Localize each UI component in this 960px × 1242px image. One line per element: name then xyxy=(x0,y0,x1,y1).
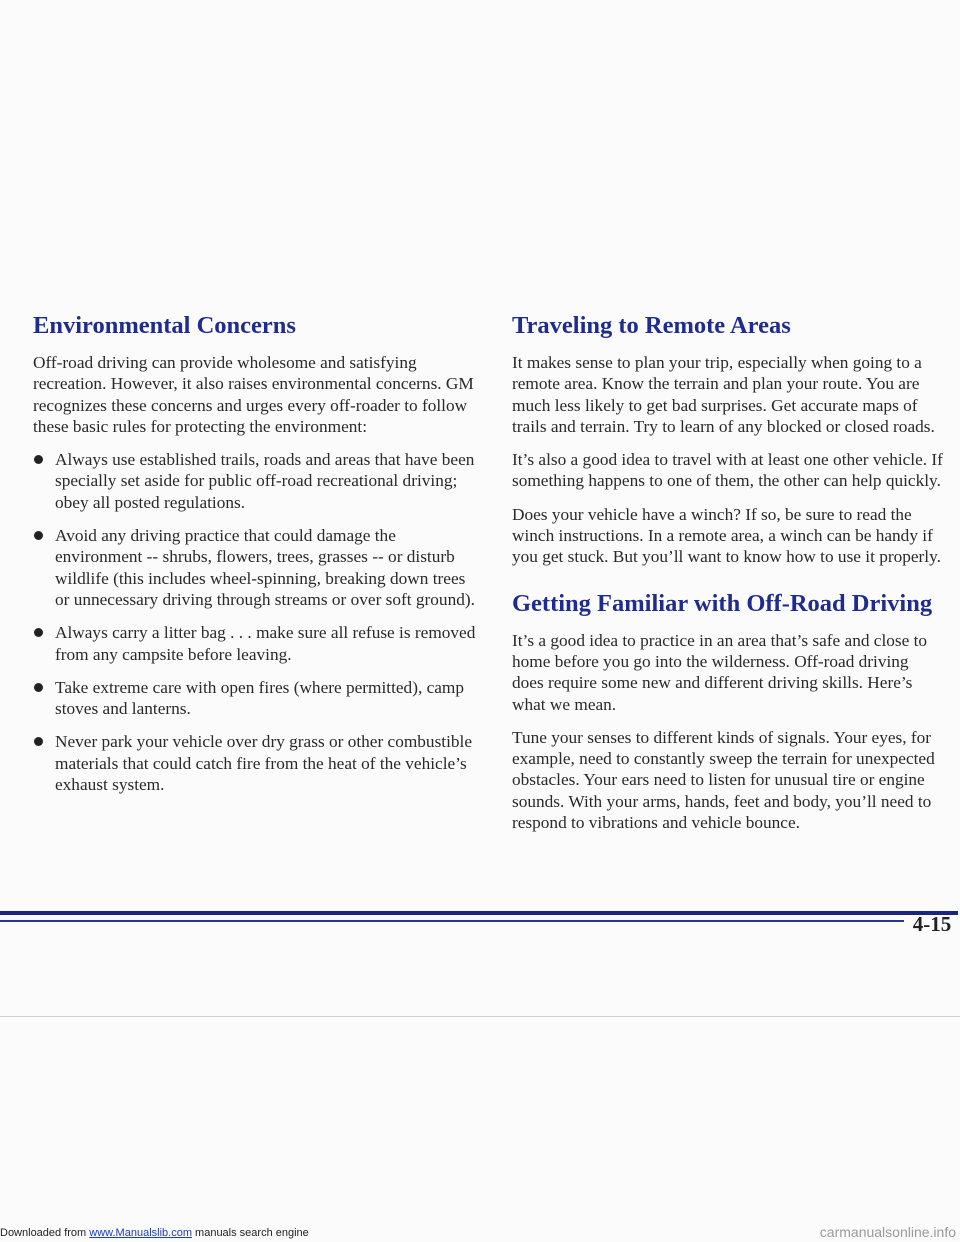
bullet-icon xyxy=(34,628,43,637)
manualslib-link[interactable]: www.Manualslib.com xyxy=(89,1227,192,1239)
right-column xyxy=(512,312,944,845)
watermark: carmanualsonline.info xyxy=(819,1224,956,1240)
off-road-paragraph-1: It’s a good idea to practice in an area that’s safe and close to home before you go into the wilderness. Off-road driving does require some new and different driving skills. Here’s what we mean. xyxy=(512,630,928,714)
list-item: Avoid any driving practice that could damage the environment -- shrubs, flowers, trees, grasses -- or disturb wildlife (this includes wheel-spinning, breaking down trees or unnecessary driving through streams or over soft ground). xyxy=(33,525,480,610)
off-road-driving-heading: Getting Familiar with Off-Road Driving xyxy=(512,589,933,617)
bullet-icon xyxy=(34,737,43,746)
bullet-icon xyxy=(34,683,43,692)
footer-prefix: Downloaded from xyxy=(0,1227,90,1239)
remote-areas-paragraph-3: Does your vehicle have a winch? If so, be sure to read the winch instructions. In a remote area, a winch can be handy if you get stuck. But you’ll want to know how to use it properly. xyxy=(512,504,941,567)
bullet-icon xyxy=(34,455,43,464)
footer-suffix: manuals search engine xyxy=(191,1227,309,1239)
environmental-intro-paragraph: Off-road driving can provide wholesome and satisfying recreation. However, it also raises environmental concerns. GM recognizes these concerns and urges every off-roader to follow these basic rules for protecting the environment: xyxy=(33,353,474,436)
list-item: Always carry a litter bag . . . make sure all refuse is removed from any campsite before leaving. xyxy=(33,622,480,665)
left-column xyxy=(33,312,480,807)
download-footer xyxy=(0,1227,309,1239)
remote-areas-paragraph-2: It’s also a good idea to travel with at least one other vehicle. If something happens to one of them, the other can help quickly. xyxy=(512,450,943,491)
off-road-paragraph-2: Tune your senses to different kinds of signals. Your eyes, for example, need to constantly sweep the terrain for unexpected obstacles. Your ears need to listen for unusual tire or engine sounds. With your arms, hands, feet and body, you’ll need to respond to vibrations and vehicle bounce. xyxy=(512,727,935,833)
list-item: Always use established trails, roads and areas that have been specially set aside for public off-road recreational driving; obey all posted regulations. xyxy=(33,449,480,513)
list-item: Never park your vehicle over dry grass or other combustible materials that could catch fire from the heat of the vehicle’s exhaust system. xyxy=(33,731,480,795)
page-number: 4-15 xyxy=(912,912,952,936)
remote-areas-paragraph-1: It makes sense to plan your trip, especially when going to a remote area. Know the terrain and plan your route. You are much less likely to get bad surprises. Get accurate maps of trails and terrain. Try to learn of any blocked or closed roads. xyxy=(512,353,935,436)
list-item: Take extreme care with open fires (where permitted), camp stoves and lanterns. xyxy=(33,677,480,720)
footer-rule-thick xyxy=(0,911,958,915)
environment-rules-list xyxy=(33,449,480,795)
page-edge-rule xyxy=(0,1016,960,1017)
remote-areas-heading: Traveling to Remote Areas xyxy=(512,312,791,339)
bullet-icon xyxy=(34,531,43,540)
environmental-concerns-heading: Environmental Concerns xyxy=(33,312,296,339)
footer-rule-thin xyxy=(0,920,904,922)
